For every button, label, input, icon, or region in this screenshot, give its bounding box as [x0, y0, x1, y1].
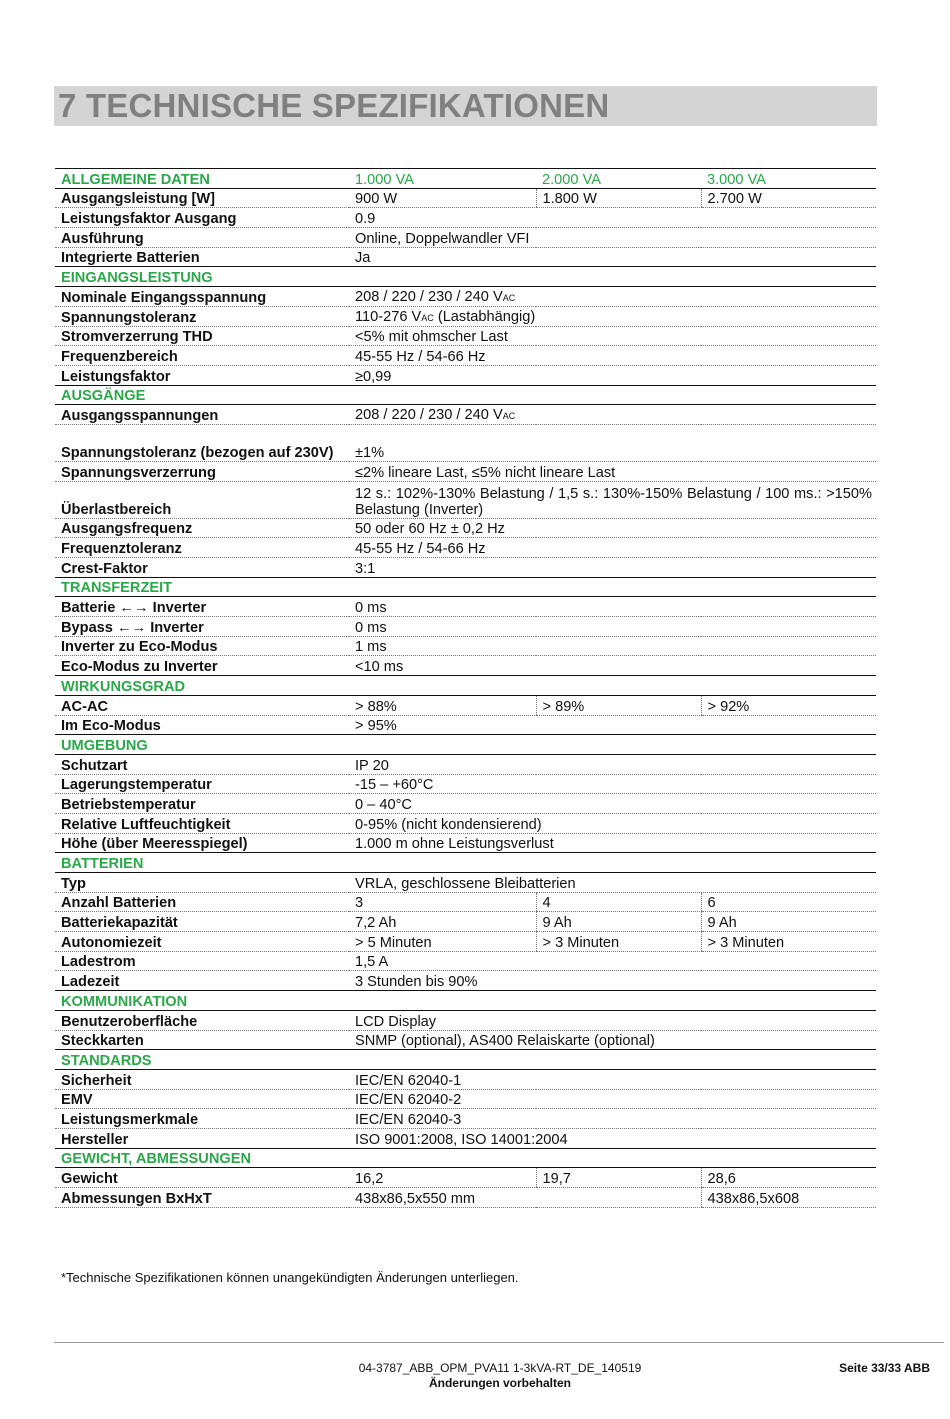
- spec-value: LCD Display: [349, 1010, 876, 1030]
- spec-value: 7,2 Ah: [349, 912, 536, 932]
- spec-value: 0 – 40°C: [349, 794, 876, 814]
- spec-label: Integrierte Batterien: [55, 247, 349, 267]
- spec-value: 438x86,5x608: [701, 1188, 876, 1208]
- spec-row: [55, 365, 876, 385]
- footer-document: [330, 1361, 670, 1391]
- footer-divider: [54, 1342, 944, 1343]
- spec-row: [55, 1109, 876, 1129]
- spec-value: -15 – +60°C: [349, 774, 876, 794]
- spec-label: Spannungstoleranz (bezogen auf 230V): [55, 424, 349, 461]
- spec-row: [55, 306, 876, 326]
- spec-value: Ja: [349, 247, 876, 267]
- section-header: [55, 385, 876, 405]
- section-title: GEWICHT, ABMESSUNGEN: [55, 1148, 876, 1168]
- spec-row: [55, 892, 876, 912]
- spec-row: [55, 346, 876, 366]
- spec-row: [55, 754, 876, 774]
- spec-row: [55, 1069, 876, 1089]
- spec-label: Frequenztoleranz: [55, 538, 349, 558]
- spec-row: [55, 518, 876, 538]
- spec-label: AC-AC: [55, 695, 349, 715]
- spec-label: Betriebstemperatur: [55, 794, 349, 814]
- spec-label: Ausgangsspannungen: [55, 405, 349, 425]
- spec-table: [55, 168, 876, 1208]
- spec-value: 3 Stunden bis 90%: [349, 971, 876, 991]
- spec-label: Ausgangsfrequenz: [55, 518, 349, 538]
- spec-value: > 3 Minuten: [536, 932, 701, 952]
- spec-value: 3: [349, 892, 536, 912]
- spec-row: [55, 1188, 876, 1208]
- spec-value-suffix: (Lastabhängig): [433, 308, 536, 325]
- spec-value: IEC/EN 62040-2: [349, 1089, 876, 1109]
- spec-value: 1 ms: [349, 636, 876, 656]
- section-header: [55, 1148, 876, 1168]
- spec-value: > 3 Minuten: [701, 932, 876, 952]
- spec-value: 0 ms: [349, 617, 876, 637]
- spec-row: [55, 558, 876, 578]
- spec-value: 0 ms: [349, 597, 876, 617]
- spec-value: 3:1: [349, 558, 876, 578]
- model-1000va: 1.000 VA: [349, 169, 536, 189]
- spec-label: Bypass ←→ Inverter: [55, 617, 349, 637]
- spec-value: IEC/EN 62040-3: [349, 1109, 876, 1129]
- spec-label: Frequenzbereich: [55, 346, 349, 366]
- spec-value: ≤2% lineare Last, ≤5% nicht lineare Last: [349, 461, 876, 481]
- spec-label: Relative Luftfeuchtigkeit: [55, 813, 349, 833]
- spec-row: [55, 538, 876, 558]
- spec-value: IP 20: [349, 754, 876, 774]
- spec-value: 9 Ah: [536, 912, 701, 932]
- spec-row: [55, 247, 876, 267]
- spec-value: IEC/EN 62040-1: [349, 1069, 876, 1089]
- spec-value: 45-55 Hz / 54-66 Hz: [349, 538, 876, 558]
- section-title: WIRKUNGSGRAD: [55, 676, 876, 696]
- spec-value: ISO 9001:2008, ISO 14001:2004: [349, 1128, 876, 1148]
- spec-row: [55, 228, 876, 248]
- spec-value: 438x86,5x550 mm: [349, 1188, 701, 1208]
- spec-label: Ausgangsleistung [W]: [55, 188, 349, 208]
- spec-label: Leistungsfaktor Ausgang: [55, 208, 349, 228]
- spec-value: > 88%: [349, 695, 536, 715]
- spec-row: [55, 813, 876, 833]
- spec-row: [55, 405, 876, 425]
- spec-label: Ausführung: [55, 228, 349, 248]
- spec-row: [55, 1128, 876, 1148]
- subscript-ac: AC: [502, 292, 516, 303]
- spec-label: Batterie ←→ Inverter: [55, 597, 349, 617]
- spec-label: Ladezeit: [55, 971, 349, 991]
- spec-value: 19,7: [536, 1168, 701, 1188]
- spec-value: > 92%: [701, 695, 876, 715]
- spec-value: 45-55 Hz / 54-66 Hz: [349, 346, 876, 366]
- spec-value: 1,5 A: [349, 951, 876, 971]
- spec-label: Abmessungen BxHxT: [55, 1188, 349, 1208]
- spec-value: 2.700 W: [701, 188, 876, 208]
- spec-row: [55, 794, 876, 814]
- spec-value: 6: [701, 892, 876, 912]
- spec-value: <5% mit ohmscher Last: [349, 326, 876, 346]
- section-title: UMGEBUNG: [55, 735, 876, 755]
- spec-label: Lagerungstemperatur: [55, 774, 349, 794]
- spec-value: [349, 287, 876, 307]
- spec-row: [55, 1168, 876, 1188]
- spec-table-body: [55, 169, 876, 1208]
- spec-value: [349, 306, 876, 326]
- section-header: [55, 991, 876, 1011]
- spec-row: [55, 912, 876, 932]
- spec-value: <10 ms: [349, 656, 876, 676]
- section-title: EINGANGSLEISTUNG: [55, 267, 876, 287]
- spec-value: ±1%: [349, 424, 876, 461]
- spec-value: > 95%: [349, 715, 876, 735]
- spec-label: Leistungsmerkmale: [55, 1109, 349, 1129]
- subscript-ac: AC: [421, 312, 434, 323]
- spec-value: 50 oder 60 Hz ± 0,2 Hz: [349, 518, 876, 538]
- spec-value: 0.9: [349, 208, 876, 228]
- spec-row: [55, 774, 876, 794]
- subscript-ac: AC: [502, 410, 516, 421]
- spec-row: [55, 715, 876, 735]
- spec-row: [55, 1010, 876, 1030]
- spec-row: [55, 208, 876, 228]
- spec-row: [55, 873, 876, 893]
- spec-label: Hersteller: [55, 1128, 349, 1148]
- spec-value: [349, 405, 876, 425]
- section-header: [55, 577, 876, 597]
- spec-label: Nominale Eingangsspannung: [55, 287, 349, 307]
- spec-label: Stromverzerrung THD: [55, 326, 349, 346]
- footer-reserve-note: Änderungen vorbehalten: [428, 1376, 571, 1390]
- spec-label: Sicherheit: [55, 1069, 349, 1089]
- spec-label: Inverter zu Eco-Modus: [55, 636, 349, 656]
- spec-row: [55, 326, 876, 346]
- section-title: STANDARDS: [55, 1050, 876, 1070]
- footnote: *Technische Spezifikationen können unangekündigten Änderungen unterliegen.: [61, 1270, 519, 1285]
- section-header: [55, 676, 876, 696]
- spec-value-text: 208 / 220 / 230 / 240 V: [355, 406, 503, 423]
- spec-row: [55, 188, 876, 208]
- header-label: ALLGEMEINE DATEN: [55, 169, 349, 189]
- spec-label: Benutzeroberfläche: [55, 1010, 349, 1030]
- spec-value: 1.800 W: [536, 188, 701, 208]
- section-header: [55, 267, 876, 287]
- section-title: BATTERIEN: [55, 853, 876, 873]
- section-header: [55, 735, 876, 755]
- header-row: [55, 169, 876, 189]
- spec-label: Anzahl Batterien: [55, 892, 349, 912]
- spec-value: ≥0,99: [349, 365, 876, 385]
- spec-row: [55, 656, 876, 676]
- spec-label: Leistungsfaktor: [55, 365, 349, 385]
- section-title: TRANSFERZEIT: [55, 577, 876, 597]
- spec-label: Batteriekapazität: [55, 912, 349, 932]
- model-2000va: 2.000 VA: [536, 169, 701, 189]
- spec-row: [55, 617, 876, 637]
- spec-row: [55, 971, 876, 991]
- spec-row: [55, 636, 876, 656]
- spec-row: [55, 481, 876, 518]
- spec-value: VRLA, geschlossene Bleibatterien: [349, 873, 876, 893]
- spec-row: [55, 695, 876, 715]
- spec-value: 16,2: [349, 1168, 536, 1188]
- section-title: AUSGÄNGE: [55, 385, 876, 405]
- spec-row: [55, 597, 876, 617]
- footer-doc-id: 04-3787_ABB_OPM_PVA11 1-3kVA-RT_DE_140519: [358, 1361, 642, 1375]
- spec-value: 12 s.: 102%-130% Belastung / 1,5 s.: 130%-150% Belastung / 100 ms.: >150% Belastung (Inverter): [349, 481, 876, 518]
- section-header: [55, 853, 876, 873]
- spec-value: 900 W: [349, 188, 536, 208]
- spec-value: Online, Doppelwandler VFI: [349, 228, 876, 248]
- spec-label: Typ: [55, 873, 349, 893]
- spec-label: EMV: [55, 1089, 349, 1109]
- chapter-title: 7 TECHNISCHE SPEZIFIKATIONEN: [54, 86, 877, 126]
- spec-value: > 5 Minuten: [349, 932, 536, 952]
- spec-label: Gewicht: [55, 1168, 349, 1188]
- spec-label: Im Eco-Modus: [55, 715, 349, 735]
- spec-label: Autonomiezeit: [55, 932, 349, 952]
- spec-value: SNMP (optional), AS400 Relaiskarte (optional): [349, 1030, 876, 1050]
- spec-row: [55, 1089, 876, 1109]
- spec-value: > 89%: [536, 695, 701, 715]
- spec-row: [55, 1030, 876, 1050]
- spec-row: [55, 833, 876, 853]
- spec-row: [55, 461, 876, 481]
- spec-row: [55, 932, 876, 952]
- spec-label: Schutzart: [55, 754, 349, 774]
- section-title: KOMMUNIKATION: [55, 991, 876, 1011]
- spec-label: Steckkarten: [55, 1030, 349, 1050]
- spec-value: 9 Ah: [701, 912, 876, 932]
- spec-value: 0-95% (nicht kondensierend): [349, 813, 876, 833]
- spec-label: Spannungsverzerrung: [55, 461, 349, 481]
- spec-label: Überlastbereich: [55, 481, 349, 518]
- spec-row: [55, 287, 876, 307]
- spec-row: [55, 951, 876, 971]
- spec-label: Ladestrom: [55, 951, 349, 971]
- spec-value: 28,6: [701, 1168, 876, 1188]
- spec-label: Höhe (über Meeresspiegel): [55, 833, 349, 853]
- spec-value: 1.000 m ohne Leistungsverlust: [349, 833, 876, 853]
- spec-value-text: 110-276 V: [355, 308, 422, 325]
- section-header: [55, 1050, 876, 1070]
- spec-value-text: 208 / 220 / 230 / 240 V: [355, 288, 503, 305]
- spec-label: Spannungstoleranz: [55, 306, 349, 326]
- footer-page-number: Seite 33/33 ABB: [839, 1361, 930, 1375]
- model-3000va: 3.000 VA: [701, 169, 876, 189]
- spec-label: Eco-Modus zu Inverter: [55, 656, 349, 676]
- spec-row: [55, 424, 876, 461]
- spec-value: 4: [536, 892, 701, 912]
- spec-label: Crest-Faktor: [55, 558, 349, 578]
